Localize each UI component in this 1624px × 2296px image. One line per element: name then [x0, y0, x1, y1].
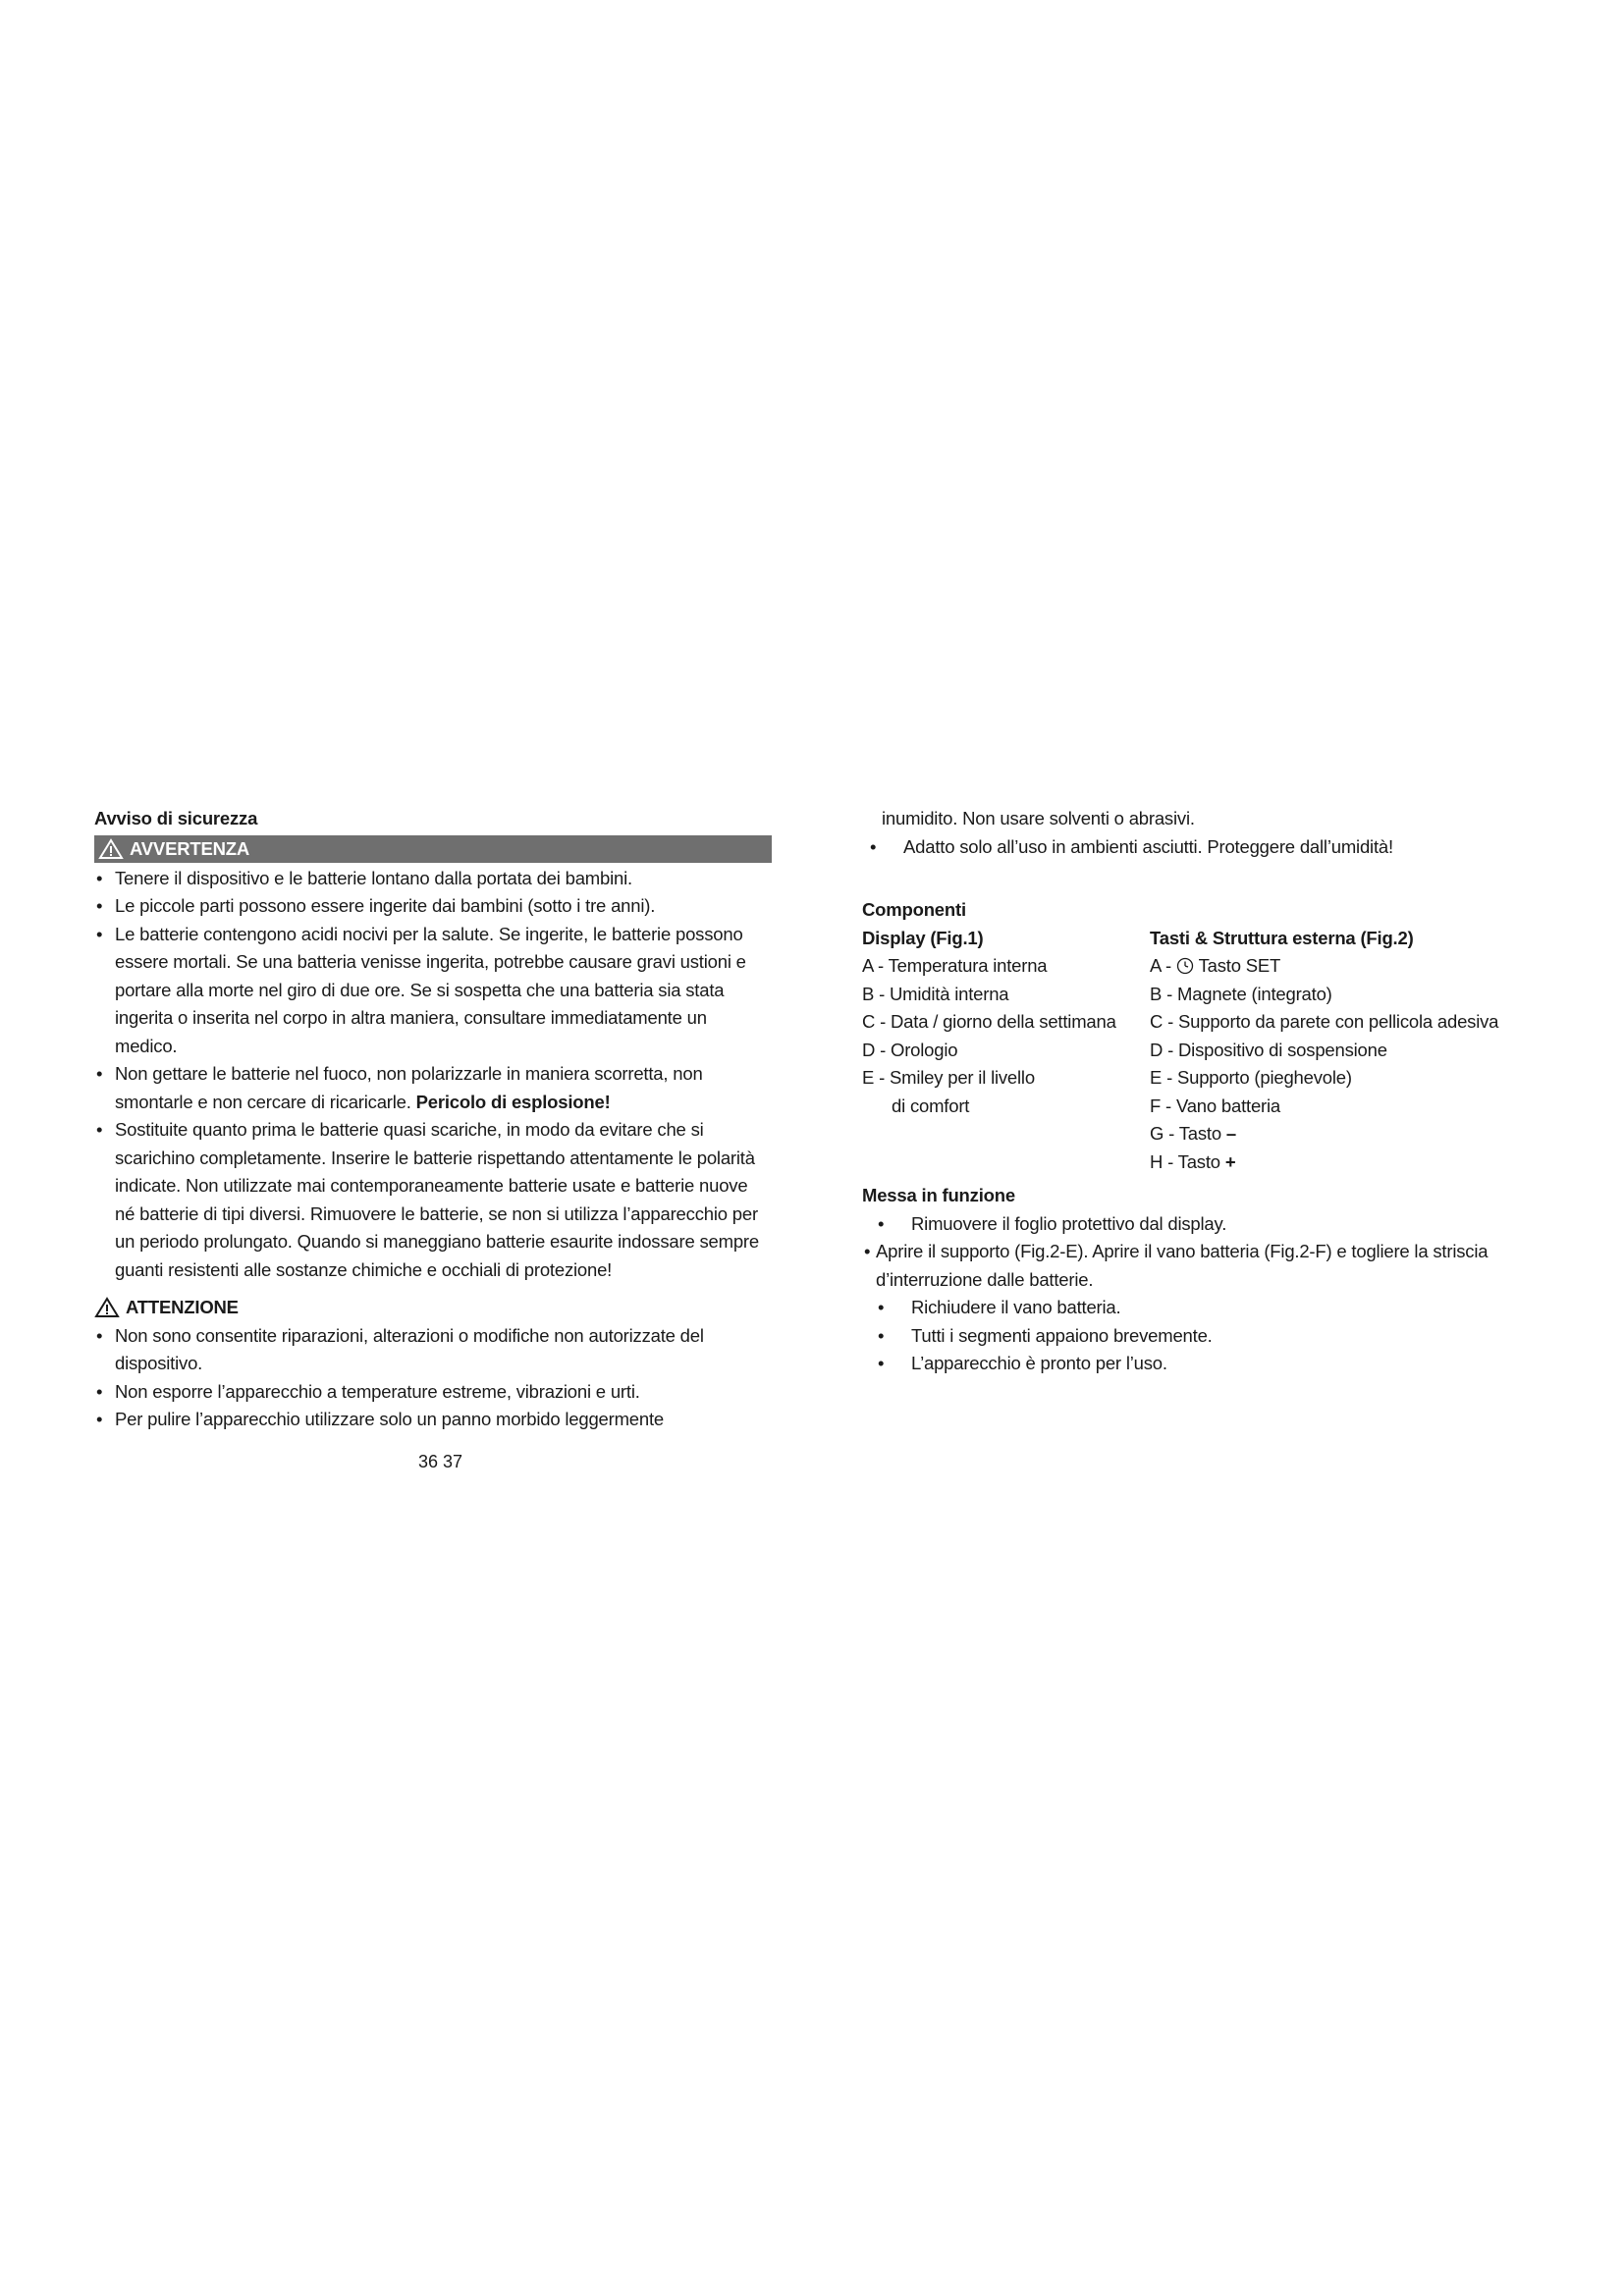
warning-triangle-icon	[98, 838, 124, 860]
list-item: • Non esporre l’apparecchio a temperature estreme, vibrazioni e urti.	[94, 1378, 772, 1407]
attention-heading	[94, 1294, 772, 1322]
buttons-item: C - Supporto da parete con pellicola adesiva	[1150, 1011, 1499, 1032]
continued-text: inumidito. Non usare solventi o abrasivi.	[882, 808, 1195, 828]
buttons-item: E - Supporto (pieghevole)	[1150, 1067, 1352, 1088]
list-item	[94, 1060, 772, 1116]
plus-symbol: +	[1224, 1150, 1236, 1172]
explosion-warning: Pericolo di esplosione!	[415, 1091, 611, 1112]
setup-list	[862, 1210, 1549, 1239]
list-item: • Richiudere il vano batteria.	[862, 1294, 1549, 1322]
display-item: E - Smiley per il livello	[862, 1067, 1035, 1088]
buttons-title: Tasti & Struttura esterna (Fig.2)	[1150, 927, 1414, 948]
display-column	[862, 925, 1150, 1177]
page-numbers: 36 37	[418, 1452, 463, 1471]
setup-list-continued	[862, 1294, 1549, 1378]
list-item: • Rimuovere il foglio protettivo dal display.	[862, 1210, 1549, 1239]
display-item: B - Umidità interna	[862, 983, 1009, 1004]
left-column	[94, 805, 772, 1434]
list-item: • Tenere il dispositivo e le batterie lontano dalla portata dei bambini.	[94, 865, 772, 893]
buttons-item: B - Magnete (integrato)	[1150, 983, 1332, 1004]
attention-list	[94, 1322, 772, 1434]
display-item: di comfort	[892, 1095, 970, 1116]
clock-icon	[1176, 957, 1194, 975]
warning-label: AVVERTENZA	[130, 837, 250, 859]
safety-heading: Avviso di sicurezza	[94, 808, 258, 828]
buttons-item: H - Tasto +	[1150, 1150, 1236, 1172]
setup-list-narrow	[862, 1238, 1549, 1294]
buttons-item: G - Tasto –	[1150, 1123, 1236, 1144]
buttons-item: D - Dispositivo di sospensione	[1150, 1039, 1387, 1060]
warning-bar	[94, 835, 772, 863]
setup-heading: Messa in funzione	[862, 1185, 1015, 1205]
components-grid	[862, 925, 1549, 1177]
display-title: Display (Fig.1)	[862, 927, 984, 948]
list-item: • Sostituite quanto prima le batterie quasi scariche, in modo da evitare che si scarichino completamente. Inserire le batterie rispettando attentamente le polarità indicate. Non utilizzate mai contemporaneamente batterie usate e batterie nuove né batterie di tipi diversi. Rimuovere le batterie, se non si utilizza l’apparecchio per un periodo prolungato. Quando si maneggiano batterie esaurite indossare sempre guanti resistenti alle sostanze chimiche e occhiali di protezione!	[94, 1116, 772, 1284]
warning-list	[94, 865, 772, 1285]
minus-symbol: –	[1225, 1123, 1236, 1144]
list-item: • Aprire il supporto (Fig.2-E). Aprire il vano batteria (Fig.2-F) e togliere la striscia d’interruzione dalle batterie.	[862, 1238, 1549, 1294]
buttons-item: F - Vano batteria	[1150, 1095, 1281, 1116]
list-item: • Non sono consentite riparazioni, alterazioni o modifiche non autorizzate del dispositivo.	[94, 1322, 772, 1378]
list-item: • Per pulire l’apparecchio utilizzare solo un panno morbido leggermente	[94, 1406, 772, 1434]
components-heading: Componenti	[862, 899, 966, 920]
right-column	[862, 805, 1549, 1378]
list-item: • L’apparecchio è pronto per l’uso.	[862, 1350, 1549, 1378]
display-item: A - Temperatura interna	[862, 955, 1048, 976]
warning-triangle-icon	[94, 1297, 120, 1318]
list-item: • Adatto solo all’uso in ambienti asciutti. Proteggere dall’umidità!	[854, 833, 1549, 862]
buttons-item: A - Tasto SET	[1150, 955, 1281, 976]
list-item: • Le piccole parti possono essere ingerite dai bambini (sotto i tre anni).	[94, 892, 772, 921]
list-item: • Le batterie contengono acidi nocivi per la salute. Se ingerite, le batterie possono essere mortali. Se una batteria venisse ingerita, potrebbe causare gravi ustioni e portare alla morte nel giro di due ore. Se si sospetta che una batteria sia stata ingerita o inserita nel corpo in altra maniera, consultare immediatamente un medico.	[94, 921, 772, 1061]
buttons-column	[1150, 925, 1549, 1177]
continued-list	[854, 833, 1549, 862]
attention-label: ATTENZIONE	[126, 1297, 239, 1317]
list-item: • Tutti i segmenti appaiono brevemente.	[862, 1322, 1549, 1351]
fire-warning-text: Non gettare le batterie nel fuoco, non polarizzarle in maniera scorretta, non smontarle e non cercare di ricaricarle.	[115, 1063, 703, 1112]
display-item: C - Data / giorno della settimana	[862, 1011, 1116, 1032]
display-item: D - Orologio	[862, 1039, 958, 1060]
